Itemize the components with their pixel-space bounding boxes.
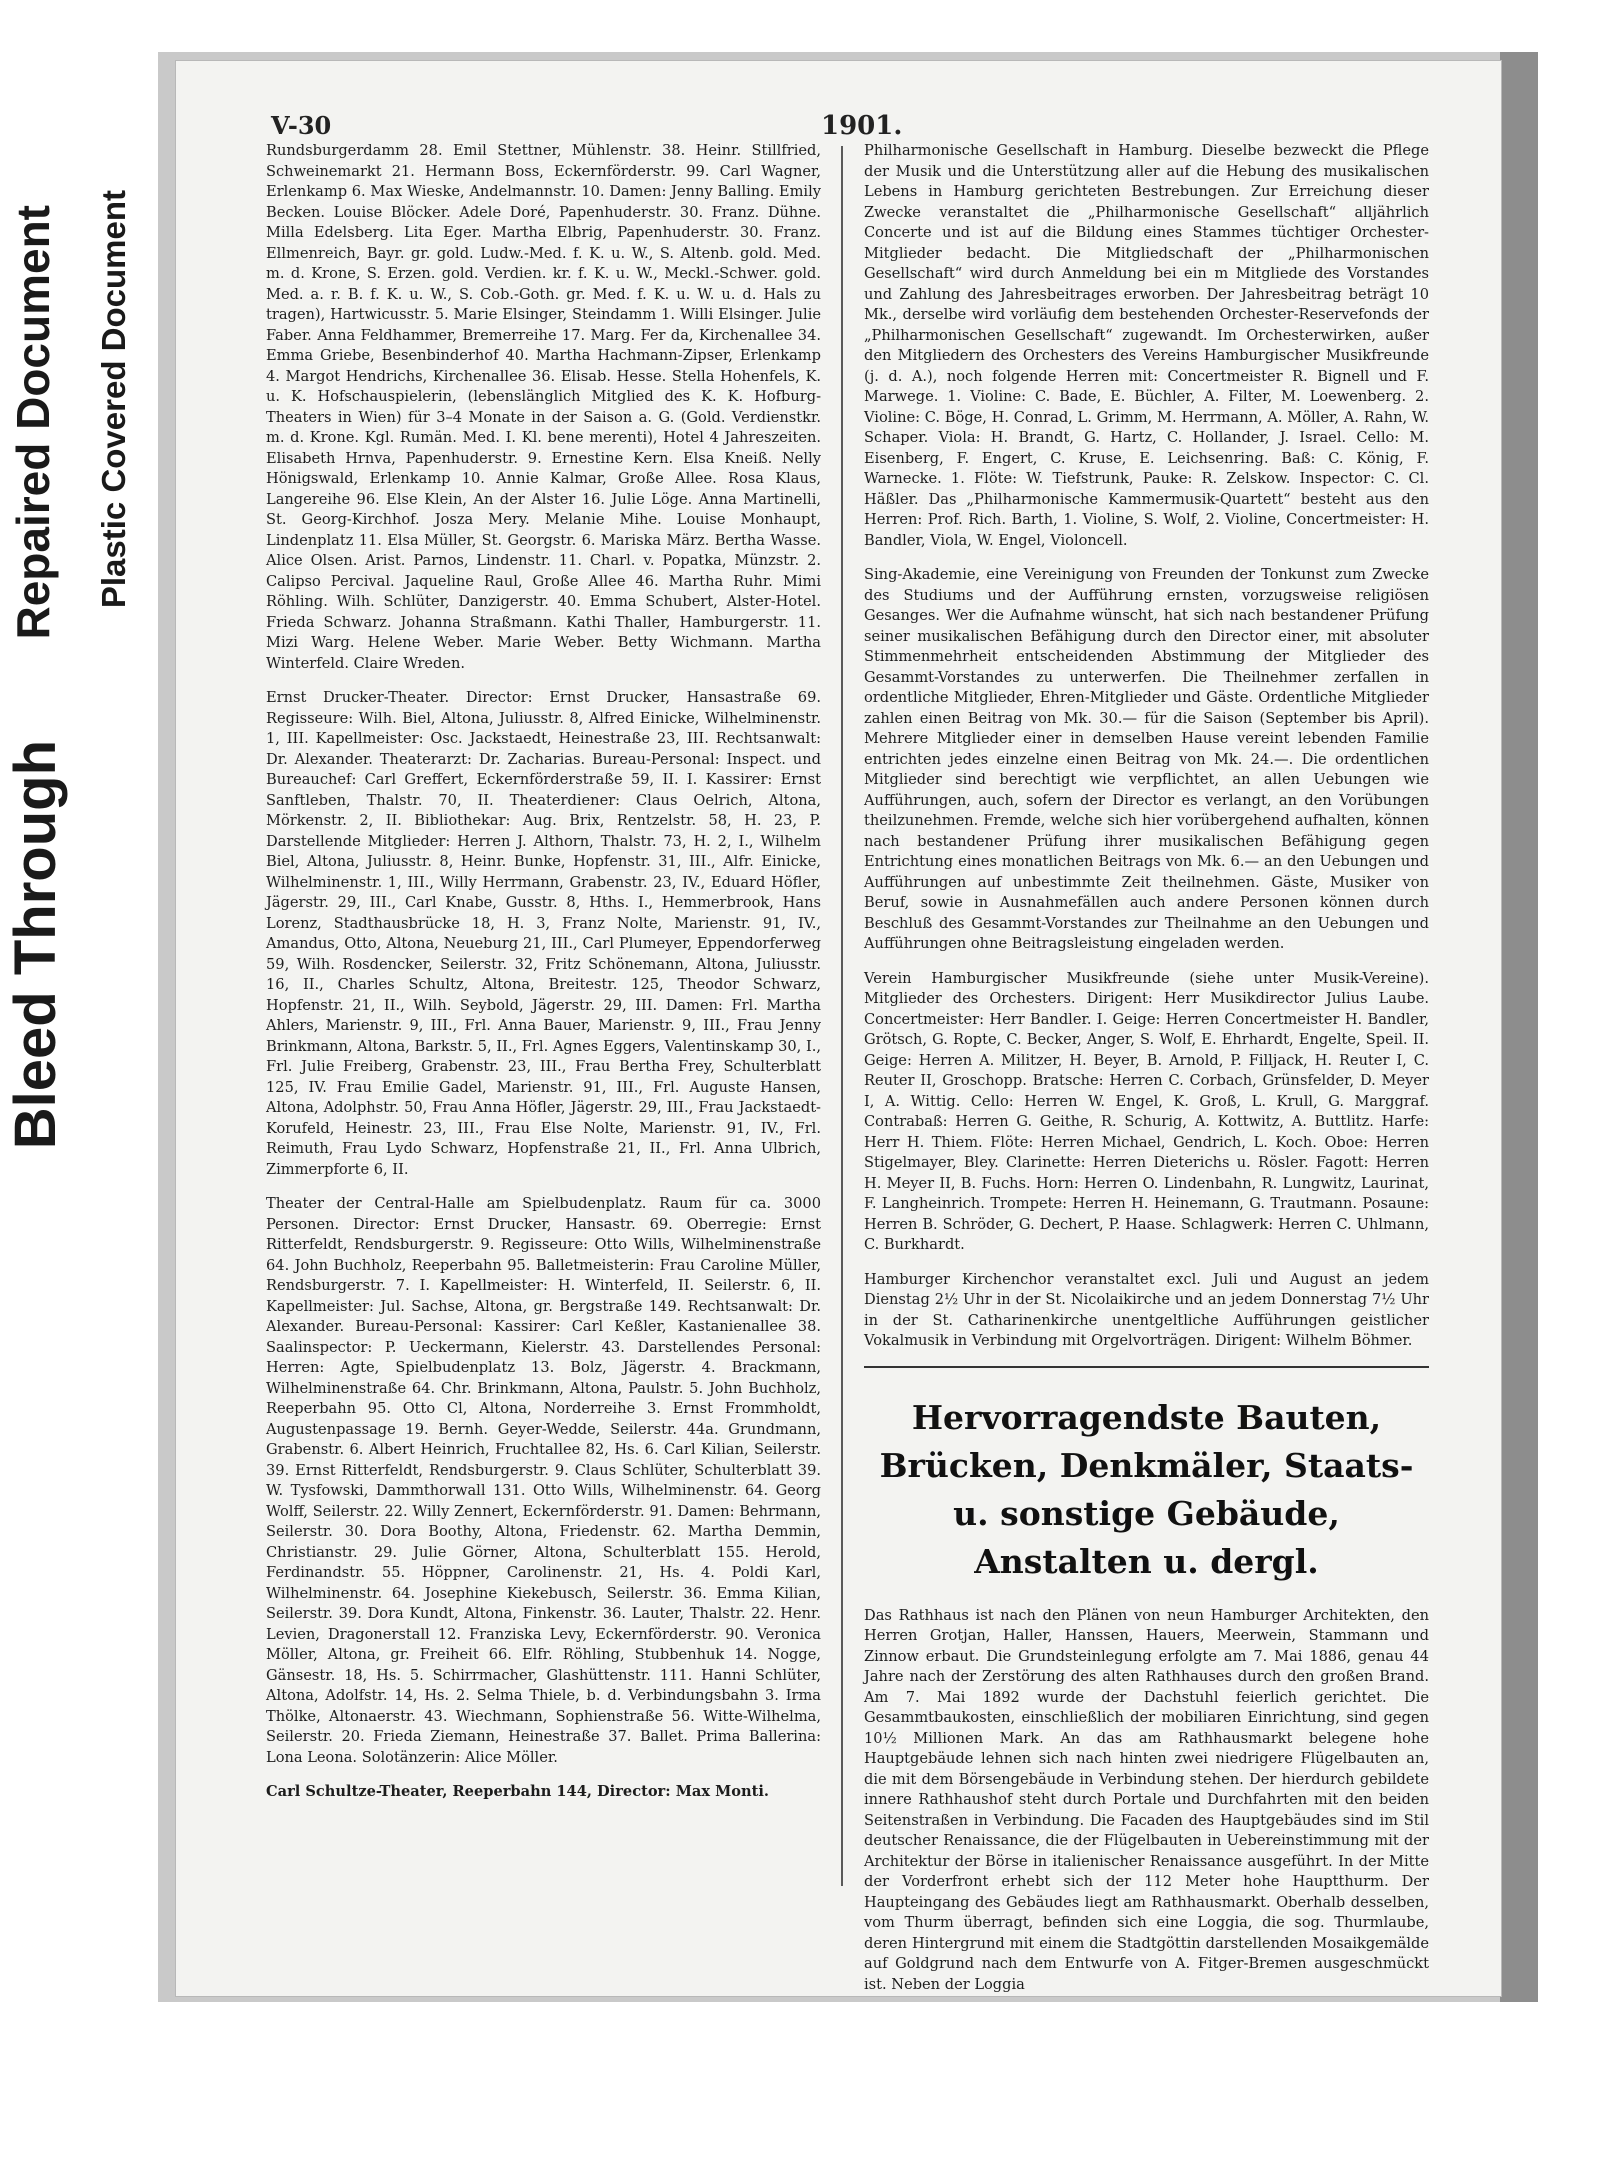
- page-number: V-30: [271, 111, 332, 140]
- left-paragraph-1: Rundsburgerdamm 28. Emil Stettner, Mühlenstr. 38. Heinr. Stillfried, Schweinemarkt 21. Hermann Boss, Eckernförderstr. 99. Carl Wagner, Erlenkamp 6. Max Wieske, Andelmannstr. 10. Damen: Jenny Balling. Emily Becken. Louise Blöcker. Adele Doré, Papenhuderstr. 30. Franz. Dühne. Milla Edelsberg. Lita Eger. Martha Elbrig, Papenhuderstr. 30. Franz. Ellmenreich, Bayr. gr. gold. Ludw.-Med. f. K. u. W., S. Altenb. gold. Med. m. d. Krone, S. Erzen. gold. Verdien. kr. f. K. u. W., Meckl.-Schwer. gold. Med. a. r. B. f. K. u. W., S. Cob.-Goth. gr. Med. f. K. u. W. u. d. Hals zu tragen), Hartwicusstr. 5. Marie Elsinger, Steindamm 1. Willi Elsinger. Julie Faber. Anna Feldhammer, Bremerreihe 17. Marg. Fer da, Kirchenallee 34. Emma Griebe, Besenbinderhof 40. Martha Hachmann-Zipser, Erlenkamp 4. Margot Hendrichs, Kirchenallee 36. Elisab. Hesse. Stella Hohenfels, K. u. K. Hofschauspielerin, (lebenslänglich Mitglied des K. K. Hofburg-Theaters in Wien) für 3–4 Monate in der Saison a. G. (Gold. Verdienstkr. m. d. Krone. Kgl. Rumän. Med. I. Kl. bene merenti), Hotel 4 Jahreszeiten. Elisabeth Hrnva, Papenhuderstr. 9. Ernestine Kern. Elsa Kneiß. Nelly Hönigswald, Erlenkamp 10. Annie Kalmar, Große Allee. Rosa Klaus, Langereihe 96. Else Klein, An der Alster 16. Julie Löge. Anna Martinelli, St. Georg-Kirchhof. Josza Mery. Melanie Mihe. Louise Monhaupt, Lindenplatz 11. Elsa Müller, St. Georgstr. 6. Mariska März. Bertha Wasse. Alice Olsen. Arist. Parnos, Lindenstr. 11. Charl. v. Popatka, Münzstr. 2. Calipso Percival. Jaqueline Raul, Große Allee 46. Martha Ruhr. Mimi Röhling. Wilh. Schlüter, Danzigerstr. 40. Emma Schubert, Alster-Hotel. Frieda Schwarz. Johanna Straßmann. Kathi Thaller, Hamburgerstr. 11. Mizi Warg. Helene Weber. Marie Weber. Betty Wichmann. Martha Winterfeld. Claire Wreden.: [266, 142, 821, 672]
- scan-edge-shadow: [1500, 52, 1538, 2002]
- right-paragraph-1: Philharmonische Gesellschaft in Hamburg. Dieselbe bezweckt die Pflege der Musik und die Unterstützung aller auf die Hebung des musikalischen Lebens in Hamburg gerichteten Bestrebungen. Zur Erreichung dieser Zwecke veranstaltet die „Philharmonische Gesellschaft“ alljährlich Concerte und ist auf die Bildung eines Stammes tüchtiger Orchester-Mitglieder bedacht. Die Mitgliedschaft der „Philharmonischen Gesellschaft“ wird durch Anmeldung bei ein m Mitgliede des Vorstandes und Zahlung des Jahresbeitrages erworben. Der Jahresbeitrag beträgt 10 Mk., derselbe wird vorläufig dem bestehenden Orchester-Reservefonds der „Philharmonischen Gesellschaft“ zugewandt. Im Orchesterwirken, außer den Mitgliedern des Orchesters des Vereins Hamburgischer Musikfreunde (j. d. A.), noch folgende Herren mit: Concertmeister R. Bignell und F. Marwege. 1. Violine: C. Bade, E. Büchler, A. Filter, M. Loewenberg. 2. Violine: C. Böge, H. Conrad, L. Grimm, M. Herrmann, A. Möller, A. Rahn, W. Schaper. Viola: H. Brandt, G. Hartz, C. Hollander, J. Israel. Cello: M. Eisenberg, F. Engert, C. Kruse, E. Leichsenring. Baß: C. König, F. Warnecke. 1. Flöte: W. Tiefstrunk, Pauke: R. Zelskow. Inspector: C. Cl. Häßler. Das „Philharmonische Kammermusik-Quartett“ besteht aus den Herren: Prof. Rich. Barth, 1. Violine, S. Wolf, 2. Violine, Concertmeister: H. Bandler, Viola, W. Engel, Violoncell.: [864, 142, 1429, 549]
- right-paragraph-3: Verein Hamburgischer Musikfreunde (siehe unter Musik-Vereine). Mitglieder des Orchesters. Dirigent: Herr Musikdirector Julius Laube. Concertmeister: Herr Bandler. I. Geige: Herren Concertmeister H. Bandler, Grötsch, G. Ropte, C. Becker, Anger, S. Wolf, E. Ehrhardt, Engelte, Speil. II. Geige: Herren A. Militzer, H. Beyer, B. Arnold, P. Filljack, H. Reuter I, C. Reuter II, Groschopp. Bratsche: Herren C. Corbach, Grünsfelder, D. Meyer I, A. Wittig. Cello: Herren W. Engel, K. Groß, L. Krull, G. Marggraf. Contrabaß: Herren G. Geithe, R. Schurig, A. Kottwitz, A. Buttlitz. Harfe: Herr H. Thiem. Flöte: Herren Michael, Gendrich, L. Koch. Oboe: Herren Stigelmayer, Bley. Clarinette: Herren Dieterichs u. Rösler. Fagott: Herren H. Meyer II, B. Fuchs. Horn: Herren O. Lindenbahn, R. Lungwitz, Laurinat, F. Langheinrich. Trompete: Herren H. Heinemann, G. Trautmann. Posaune: Herren B. Schröder, G. Dechert, P. Haase. Schlagwerk: Herren C. Uhlmann, C. Burkhardt.: [864, 969, 1429, 1253]
- left-column: [266, 141, 821, 1803]
- right-paragraph-4: Hamburger Kirchenchor veranstaltet excl. Juli und August an jedem Dienstag 2½ Uhr in der St. Nicolaikirche und an jedem Donnerstag 7½ Uhr in der St. Catharinenkirche unentgeltliche Aufführungen geistlicher Vokalmusik in Verbindung mit Orgelvorträgen. Dirigent: Wilhelm Böhmer.: [864, 1270, 1429, 1349]
- bleed-through-label: Bleed Through: [3, 740, 68, 1150]
- column-divider: [841, 146, 843, 1886]
- section-heading: Hervorragendste Bauten, Brücken, Denkmäler, Staats- u. sonstige Gebäude, Anstalten u. dergl.: [879, 1397, 1414, 1581]
- left-paragraph-4: Carl Schultze-Theater, Reeperbahn 144, Director: Max Monti.: [266, 1783, 769, 1800]
- document-page: [175, 60, 1502, 1997]
- right-paragraph-5: Das Rathhaus ist nach den Plänen von neun Hamburger Architekten, den Herren Grotjan, Haller, Hanssen, Hauers, Meerwein, Stammann und Zinnow erbaut. Die Grundsteinlegung erfolgte am 7. Mai 1886, genau 44 Jahre nach der Zerstörung des alten Rathhauses durch den großen Brand. Am 7. Mai 1892 wurde der Dachstuhl feierlich gerichtet. Die Gesammtbaukosten, einschließlich der mobiliaren Einrichtung, sind gegen 10½ Millionen Mark. An das am Rathhausmarkt belegene hohe Hauptgebäude lehnen sich nach hinten zwei niedrigere Flügelbauten an, die mit dem Börsengebäude in Verbindung stehen. Der hierdurch gebildete innere Rathhaushof steht durch Portale und Durchfahrten mit den beiden Seitenstraßen in Verbindung. Die Facaden des Hauptgebäudes sind im Stil deutscher Renaissance, die der Flügelbauten in Uebereinstimmung mit der Architektur der Börse in italienischer Renaissance ausgeführt. In der Mitte der Vorderfront erhebt sich der 112 Meter hohe Hauptthurm. Der Haupteingang des Gebäudes liegt am Rathhausmarkt. Oberhalb desselben, vom Thurm überragt, befinden sich eine Loggia, die sog. Thurmlaube, deren Hintergrund mit einem die Stadtgöttin darstellenden Mosaikgemälde auf Goldgrund nach dem Entwurfe von A. Fitger-Bremen ausgeschmückt ist. Neben der Loggia: [864, 1606, 1429, 1993]
- right-paragraph-2: Sing-Akademie, eine Vereinigung von Freunden der Tonkunst zum Zwecke des Studiums und der Aufführung ernsten, vorzugsweise religiösen Gesanges. Wer die Aufnahme wünscht, hat sich nach bestandener Prüfung seiner musikalischen Befähigung durch den Director einer, mit absoluter Stimmenmehrheit entscheidenden Abstimmung der Mitglieder des Gesammt-Vorstandes zu unterwerfen. Die Theilnehmer zerfallen in ordentliche Mitglieder, Ehren-Mitglieder und Gäste. Ordentliche Mitglieder zahlen einen Beitrag von Mk. 30.— für die Saison (September bis April). Mehrere Mitglieder einer in demselben Hause vereint lebenden Familie entrichten jedes einzelne einen Beitrag von Mk. 24.—. Die ordentlichen Mitglieder sind berechtigt wie verpflichtet, an allen Uebungen wie Aufführungen, auch, sofern der Director es verlangt, an den Vorübungen theilzunehmen. Fremde, welche sich hier vorübergehend aufhalten, können nach bestandener Prüfung ihrer musikalischen Befähigung gegen Entrichtung eines monatlichen Beitrags von Mk. 6.— an den Uebungen und Aufführungen auf unbestimmte Zeit theilnehmen. Gäste, Musiker von Beruf, sowie in Ausnahmefällen auch andere Personen können durch Beschluß des Gesammt-Vorstandes zur Theilnahme an den Uebungen und Aufführungen ohne Beitragsleistung eingeladen werden.: [864, 566, 1429, 952]
- section-rule: [864, 1366, 1429, 1368]
- page-year: 1901.: [821, 111, 903, 141]
- left-paragraph-2: Ernst Drucker-Theater. Director: Ernst Drucker, Hansastraße 69. Regisseure: Wilh. Biel, Altona, Juliusstr. 8, Alfred Einicke, Wilhelminenstr. 1, III. Kapellmeister: Osc. Jackstaedt, Heinestraße 23, III. Rechtsanwalt: Dr. Alexander. Theaterarzt: Dr. Zacharias. Bureau-Personal: Inspect. und Bureauchef: Carl Greffert, Eckernförderstraße 59, II. I. Kassirer: Ernst Sanftleben, Thalstr. 70, II. Theaterdiener: Claus Oelrich, Altona, Mörkenstr. 2, II. Bibliothekar: Aug. Brix, Rentzelstr. 58, H. 23, P. Darstellende Mitglieder: Herren J. Althorn, Thalstr. 73, H. 2, I., Wilhelm Biel, Altona, Juliusstr. 8, Heinr. Bunke, Hopfenstr. 31, III., Alfr. Einicke, Wilhelminenstr. 1, III., Willy Herrmann, Grabenstr. 23, IV., Eduard Höfler, Jägerstr. 29, III., Carl Knabe, Gusstr. 8, Hths. I., Hemmerbrook, Hans Lorenz, Stadthausbrücke 18, H. 3, Franz Nolte, Marienstr. 91, IV., Amandus, Otto, Altona, Neueburg 21, III., Carl Plumeyer, Eppendorferweg 59, Wilh. Rosdencker, Seilerstr. 32, Fritz Schönemann, Altona, Juliusstr. 16, II., Charles Schultz, Altona, Breitestr. 125, Theodor Schwarz, Hopfenstr. 21, II., Wilh. Seybold, Jägerstr. 29, III. Damen: Frl. Martha Ahlers, Marienstr. 9, III., Frl. Anna Bauer, Marienstr. 9, III., Frau Jenny Brinkmann, Altona, Barkstr. 5, II., Frl. Agnes Eggers, Valentinskamp 30, I., Frl. Julie Freiberg, Grabenstr. 23, III., Frau Bertha Frey, Schulterblatt 125, IV. Frau Emilie Gadel, Marienstr. 91, III., Frl. Auguste Hansen, Altona, Adolphstr. 50, Frau Anna Höfler, Jägerstr. 29, III., Frau Jackstaedt-Korufeld, Heinestr. 23, III., Frau Else Nolte, Marienstr. 91, IV., Frl. Reimuth, Frau Lydo Schwarz, Hopfenstraße 21, II., Frl. Anna Ulbrich, Zimmerpforte 6, II.: [266, 689, 821, 1178]
- plastic-covered-label: Plastic Covered Document: [95, 190, 132, 609]
- repaired-document-label: Repaired Document: [7, 205, 59, 640]
- right-column: [864, 141, 1429, 1995]
- left-paragraph-3: Theater der Central-Halle am Spielbudenplatz. Raum für ca. 3000 Personen. Director: Ernst Drucker, Hansastr. 69. Oberregie: Ernst Ritterfeldt, Rendsburgerstr. 9. Regisseure: Otto Wills, Wilhelminenstraße 64. John Buchholz, Reeperbahn 95. Balletmeisterin: Frau Caroline Müller, Rendsburgerstr. 7. I. Kapellmeister: H. Winterfeld, II. Seilerstr. 6, II. Kapellmeister: Jul. Sachse, Altona, gr. Bergstraße 149. Rechtsanwalt: Dr. Alexander. Bureau-Personal: Kassirer: Carl Keßler, Kastanienallee 38. Saalinspector: P. Ueckermann, Kielerstr. 43. Darstellendes Personal: Herren: Agte, Spielbudenplatz 13. Bolz, Jägerstr. 4. Brackmann, Wilhelminenstraße 64. Chr. Brinkmann, Altona, Paulstr. 5. John Buchholz, Reeperbahn 95. Otto Cl, Altona, Norderreihe 3. Ernst Frommholdt, Augustenpassage 19. Bernh. Geyer-Wedde, Seilerstr. 44a. Grundmann, Grabenstr. 6. Albert Heinrich, Fruchtallee 82, Hs. 6. Carl Kilian, Seilerstr. 39. Ernst Ritterfeldt, Rendsburgerstr. 9. Claus Schlüter, Schulterblatt 39. W. Tysfowski, Dammthorwall 131. Otto Wills, Wilhelminenstr. 64. Georg Wolff, Seilerstr. 22. Willy Zennert, Eckernförderstr. 91. Damen: Behrmann, Seilerstr. 30. Dora Boothy, Altona, Friedenstr. 62. Martha Demmin, Christianstr. 29. Julie Görner, Altona, Schulterblatt 155. Herold, Ferdinandstr. 55. Höppner, Carolinenstr. 21, Hs. 4. Poldi Karl, Wilhelminenstr. 64. Josephine Kiekebusch, Seilerstr. 36. Emma Kilian, Seilerstr. 39. Dora Kundt, Altona, Finkenstr. 36. Lauter, Thalstr. 22. Henr. Levien, Dragonerstall 12. Franziska Levy, Eckernförderstr. 90. Veronica Möller, Altona, gr. Freiheit 66. Elfr. Röhling, Stubbenhuk 14. Nogge, Gänsestr. 18, Hs. 5. Schirrmacher, Glashüttenstr. 111. Hanni Schlüter, Altona, Adolfstr. 14, Hs. 2. Selma Thiele, b. d. Verbindungsbahn 3. Irma Thölke, Altonaerstr. 43. Wiechmann, Sophienstraße 56. Witte-Wilhelma, Seilerstr. 20. Frieda Ziemann, Heinestraße 37. Ballet. Prima Ballerina: Lona Leona. Solotänzerin: Alice Möller.: [266, 1195, 821, 1766]
